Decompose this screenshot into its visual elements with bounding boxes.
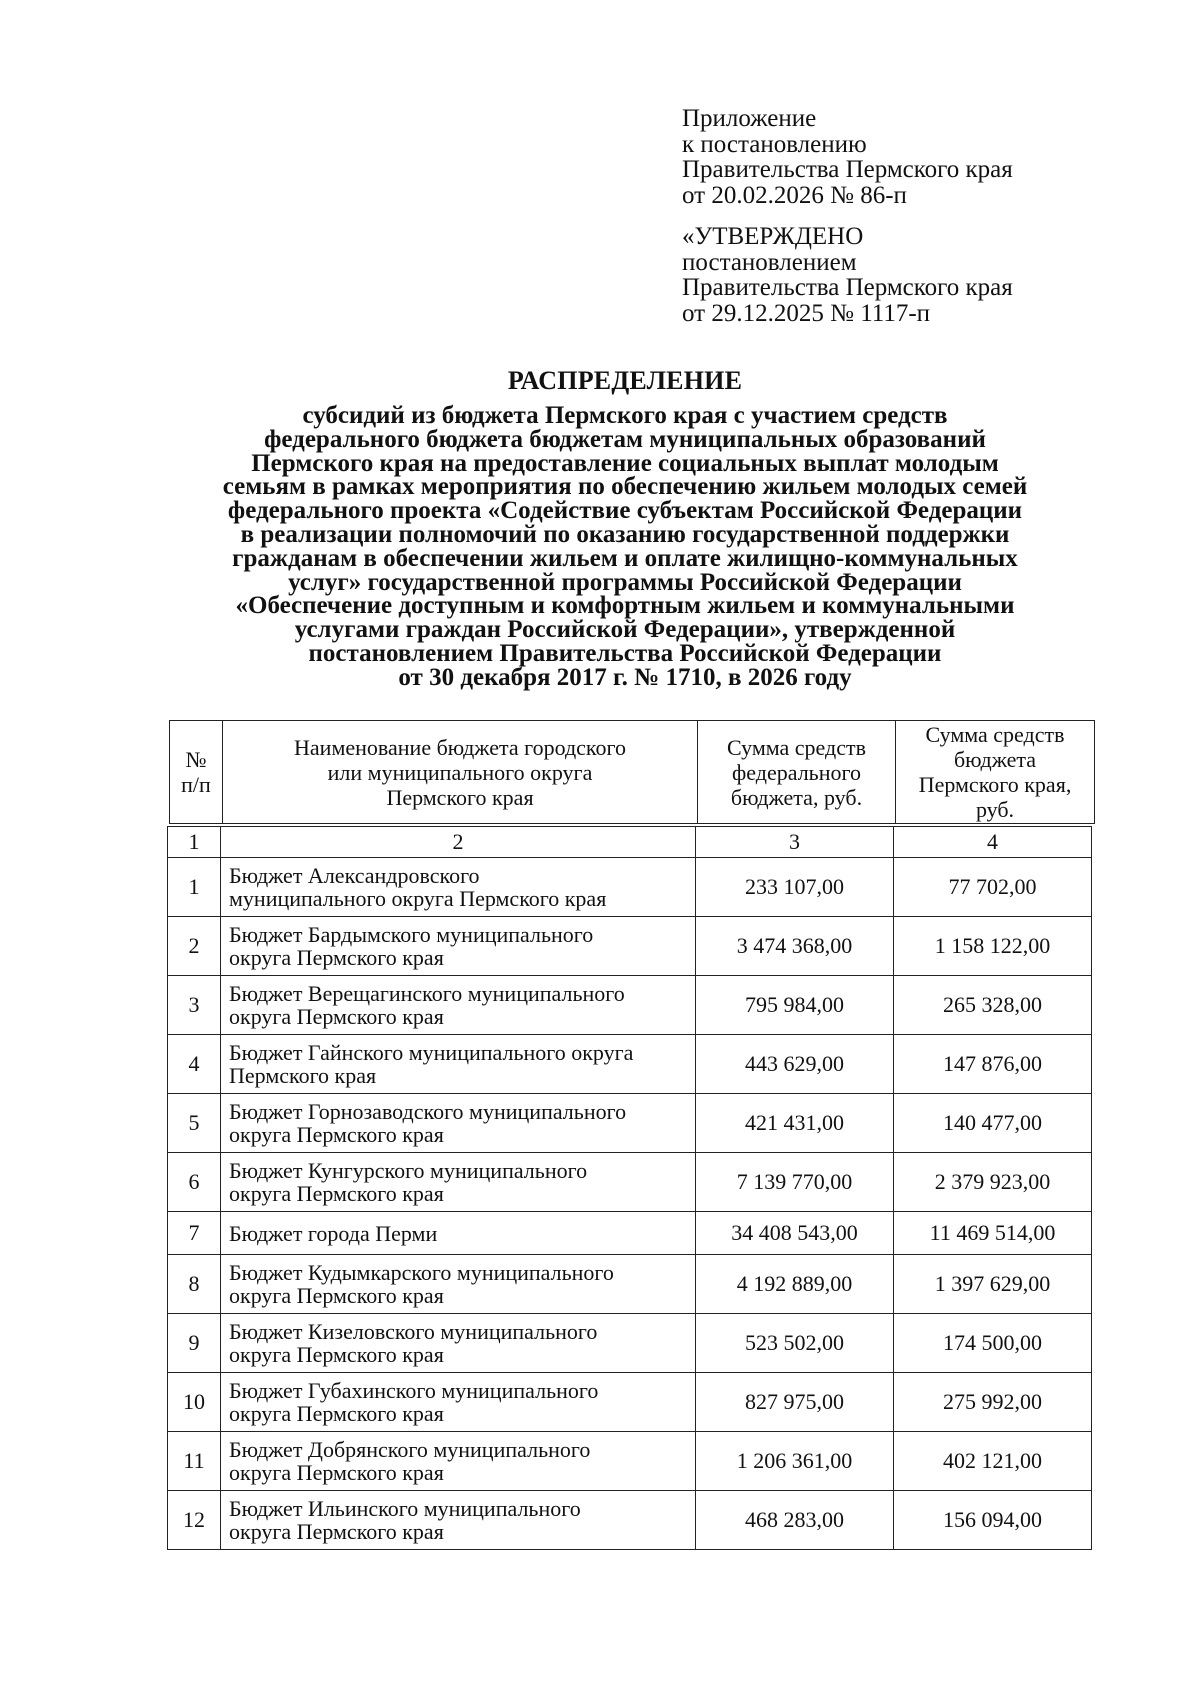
table-header [169,720,1095,824]
table-row [168,858,1092,917]
header-regional-sum [896,721,1095,824]
budget-name-line: Бюджет Кизеловского муниципального [229,1319,598,1344]
budget-name-line: Бюджет Добрянского муниципального [229,1437,591,1462]
federal-amount: 443 629,00 [696,1035,894,1094]
distribution-table [167,826,1092,1550]
budget-name [221,917,696,976]
budget-name-line: Бюджет Кудымкарского муниципального [229,1260,614,1285]
appendix-block [682,106,1152,326]
header-number-line: № [185,747,207,772]
budget-name [221,1255,696,1314]
subtitle-line: «Обеспечение доступным и комфортным жильем и коммунальными [235,592,1015,620]
budget-name-line: Бюджет Верещагинского муниципального [229,981,625,1006]
subtitle-line: Пермского края на предоставление социальных выплат молодым [251,449,999,477]
subtitle-line: в реализации полномочий по оказанию государственной поддержки [240,520,1010,548]
budget-name-line: Бюджет Кунгурского муниципального [229,1158,588,1183]
budget-name [221,1314,696,1373]
row-number: 6 [168,1153,221,1212]
row-number: 10 [168,1373,221,1432]
regional-amount: 265 328,00 [894,976,1092,1035]
budget-name-line: округа Пермского края [229,1122,444,1147]
column-index-row [168,827,1092,858]
row-number: 5 [168,1094,221,1153]
regional-amount: 174 500,00 [894,1314,1092,1373]
column-index: 3 [696,827,894,858]
row-number: 8 [168,1255,221,1314]
federal-amount: 4 192 889,00 [696,1255,894,1314]
regional-amount: 402 121,00 [894,1432,1092,1491]
regional-amount: 77 702,00 [894,858,1092,917]
header-number-line: п/п [181,772,211,797]
header-federal-sum-line: федерального [732,759,861,785]
column-index: 1 [168,827,221,858]
row-number: 11 [168,1432,221,1491]
regional-amount: 147 876,00 [894,1035,1092,1094]
table-row [168,1212,1092,1255]
header-budget-name-line: Наименование бюджета городского [294,734,626,760]
table-row [168,1094,1092,1153]
subtitle-line: постановлением Правительства Российской Федерации [308,639,942,667]
appendix-line: Правительства Пермского края [682,156,1013,183]
budget-name-line: Бюджет города Перми [229,1220,438,1246]
subtitle-line: субсидий из бюджета Пермского края с участием средств [302,402,948,429]
budget-name-line: Бюджет Губахинского муниципального [229,1378,599,1403]
approved-line: «УТВЕРЖДЕНО [682,223,864,250]
budget-name-line: округа Пермского края [229,1460,444,1485]
budget-name-line: Бюджет Бардымского муниципального [229,922,594,947]
approved-line: постановлением [682,248,857,276]
row-number: 1 [168,858,221,917]
budget-name [221,858,696,917]
header-budget-name-line: Пермского края [386,784,534,810]
subtitle-line: федерального бюджета бюджетам муниципальных образований [264,425,986,453]
header-federal-sum-line: Сумма средств [727,734,866,760]
subtitle-line: гражданам в обеспечении жильем и оплате жилищно-коммунальных [232,544,1018,572]
row-number: 2 [168,917,221,976]
subtitle-line: федерального проекта «Содействие субъектам Российской Федерации [227,497,1023,525]
federal-amount: 233 107,00 [696,858,894,917]
subtitle-line: услугами граждан Российской Федерации», утвержденной [294,616,956,644]
header-number [170,721,223,824]
table-row [168,1432,1092,1491]
column-index: 2 [221,827,696,858]
table-row [168,917,1092,976]
federal-amount: 3 474 368,00 [696,917,894,976]
header-federal-sum [698,721,896,824]
approved-line: от 29.12.2025 № 1117-п [682,299,931,327]
budget-name-line: Пермского края [229,1063,377,1088]
subtitle-line: семьям в рамках мероприятия по обеспечению жильем молодых семей [222,473,1028,501]
budget-name [221,1153,696,1212]
regional-amount: 140 477,00 [894,1094,1092,1153]
appendix-line: Приложение [682,105,817,132]
regional-amount: 275 992,00 [894,1373,1092,1432]
budget-name-line: округа Пермского края [229,1004,444,1029]
header-regional-sum-line: Пермского края, [918,772,1072,797]
budget-name-line: округа Пермского края [229,945,444,970]
row-number: 12 [168,1491,221,1550]
appendix-line: от 20.02.2026 № 86-п [682,181,907,209]
regional-amount: 1 158 122,00 [894,917,1092,976]
header-federal-sum-line: бюджета, руб. [730,784,863,810]
federal-amount: 421 431,00 [696,1094,894,1153]
budget-name-line: округа Пермского края [229,1342,444,1367]
header-budget-name-line: или муниципального округа [327,759,593,785]
budget-name-line: округа Пермского края [229,1181,444,1206]
column-index: 4 [894,827,1092,858]
document-title: РАСПРЕДЕЛЕНИЕ [507,366,743,395]
row-number: 4 [168,1035,221,1094]
regional-amount: 1 397 629,00 [894,1255,1092,1314]
federal-amount: 1 206 361,00 [696,1432,894,1491]
budget-name [221,1212,696,1255]
budget-name-line: Бюджет Горнозаводского муниципального [229,1099,627,1124]
budget-name [221,1035,696,1094]
budget-name-line: округа Пермского края [229,1519,444,1544]
regional-amount: 2 379 923,00 [894,1153,1092,1212]
table-row [168,976,1092,1035]
budget-name-line: округа Пермского края [229,1283,444,1308]
federal-amount: 795 984,00 [696,976,894,1035]
table-row [168,1314,1092,1373]
budget-name [221,1491,696,1550]
table-row [168,1491,1092,1550]
federal-amount: 468 283,00 [696,1491,894,1550]
table-row [168,1153,1092,1212]
subtitle-line: от 30 декабря 2017 г. № 1710, в 2026 году [398,663,852,691]
subtitle-line: услуг» государственной программы Российской Федерации [288,568,962,596]
budget-name-line: Бюджет Гайнского муниципального округа [229,1040,634,1065]
federal-amount: 7 139 770,00 [696,1153,894,1212]
budget-name [221,976,696,1035]
regional-amount: 11 469 514,00 [894,1212,1092,1255]
budget-name [221,1373,696,1432]
approved-block [682,224,1152,326]
budget-name [221,1094,696,1153]
appendix-line: к постановлению [682,130,867,158]
row-number: 3 [168,976,221,1035]
table-row [168,1373,1092,1432]
budget-name [221,1432,696,1491]
row-number: 9 [168,1314,221,1373]
header-regional-sum-line: бюджета [953,747,1037,772]
row-number: 7 [168,1212,221,1255]
header-budget-name [223,721,698,824]
document-subtitle [150,404,1100,690]
approved-line: Правительства Пермского края [682,274,1013,301]
federal-amount: 34 408 543,00 [696,1212,894,1255]
header-regional-sum-line: руб. [975,797,1015,822]
table-row [168,1255,1092,1314]
header-regional-sum-line: Сумма средств [925,722,1065,747]
budget-name-line: Бюджет Александровского [229,863,480,888]
regional-amount: 156 094,00 [894,1491,1092,1550]
budget-name-line: Бюджет Ильинского муниципального [229,1496,581,1521]
budget-name-line: округа Пермского края [229,1401,444,1426]
budget-name-line: муниципального округа Пермского края [229,886,607,911]
table-row [168,1035,1092,1094]
federal-amount: 523 502,00 [696,1314,894,1373]
federal-amount: 827 975,00 [696,1373,894,1432]
